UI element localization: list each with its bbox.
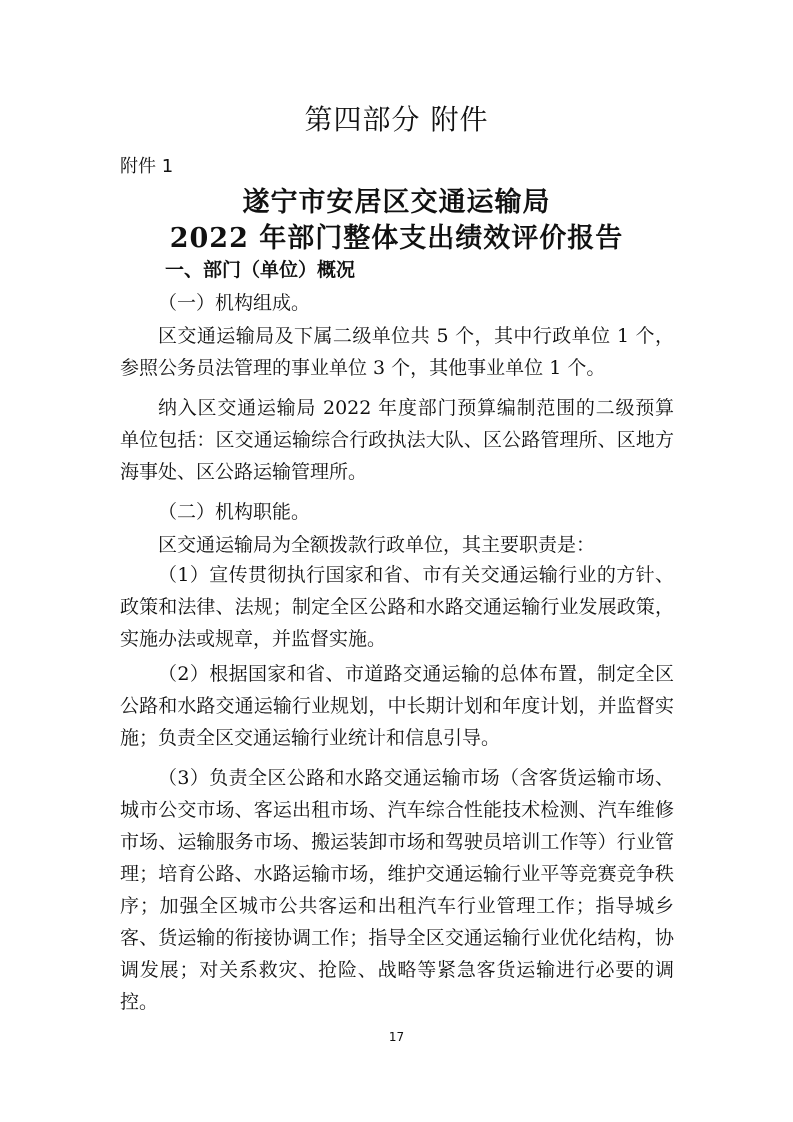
paragraph-duty-2: （2）根据国家和省、市道路交通运输的总体布置，制定全区公路和水路交通运输行业规划，中长期计划和年度计划，并监督实施；负责全区交通运输行业统计和信息引导。 [120, 663, 674, 749]
subsection-heading-organization: （一）机构组成。 [158, 292, 311, 314]
part-title: 第四部分 附件 [304, 103, 489, 136]
paragraph-budget-units: 纳入区交通运输局 2022 年度部门预算编制范围的二级预算单位包括：区交通运输综合行政执法大队、区公路管理所、区地方海事处、区公路运输管理所。 [120, 397, 674, 483]
page-number: 17 [388, 1030, 405, 1044]
report-title-line2: 2022 年部门整体支出绩效评价报告 [169, 223, 624, 254]
paragraph-unit-count: 区交通运输局及下属二级单位共 5 个，其中行政单位 1 个，参照公务员法管理的事业单位 3 个，其他事业单位 1 个。 [120, 325, 674, 379]
report-title-line1: 遂宁市安居区交通运输局 [242, 187, 551, 218]
subsection-heading-functions: （二）机构职能。 [158, 501, 311, 523]
attachment-label: 附件 1 [120, 156, 174, 177]
paragraph-duty-1: （1）宣传贯彻执行国家和省、市有关交通运输行业的方针、政策和法律、法规；制定全区公路和水路交通运输行业发展政策，实施办法或规章，并监督实施。 [120, 564, 674, 650]
paragraph-duties-intro: 区交通运输局为全额拨款行政单位，其主要职责是： [158, 534, 596, 556]
paragraph-duty-3: （3）负责全区公路和水路交通运输市场（含客货运输市场、城市公交市场、客运出租市场、汽车综合性能技术检测、汽车维修市场、运输服务市场、搬运装卸市场和驾驶员培训工作等）行业管理；培育公路、水路运输市场，维护交通运输行业平等竞赛竞争秩序；加强全区城市公共客运和出租汽车行业管理工作；指导城乡客、货运输的衔接协调工作；指导全区交通运输行业优化结构，协调发展；对关系救灾、抢险、战略等紧急客货运输进行必要的调控。 [120, 767, 674, 1013]
section-heading: 一、部门（单位）概况 [165, 259, 356, 281]
